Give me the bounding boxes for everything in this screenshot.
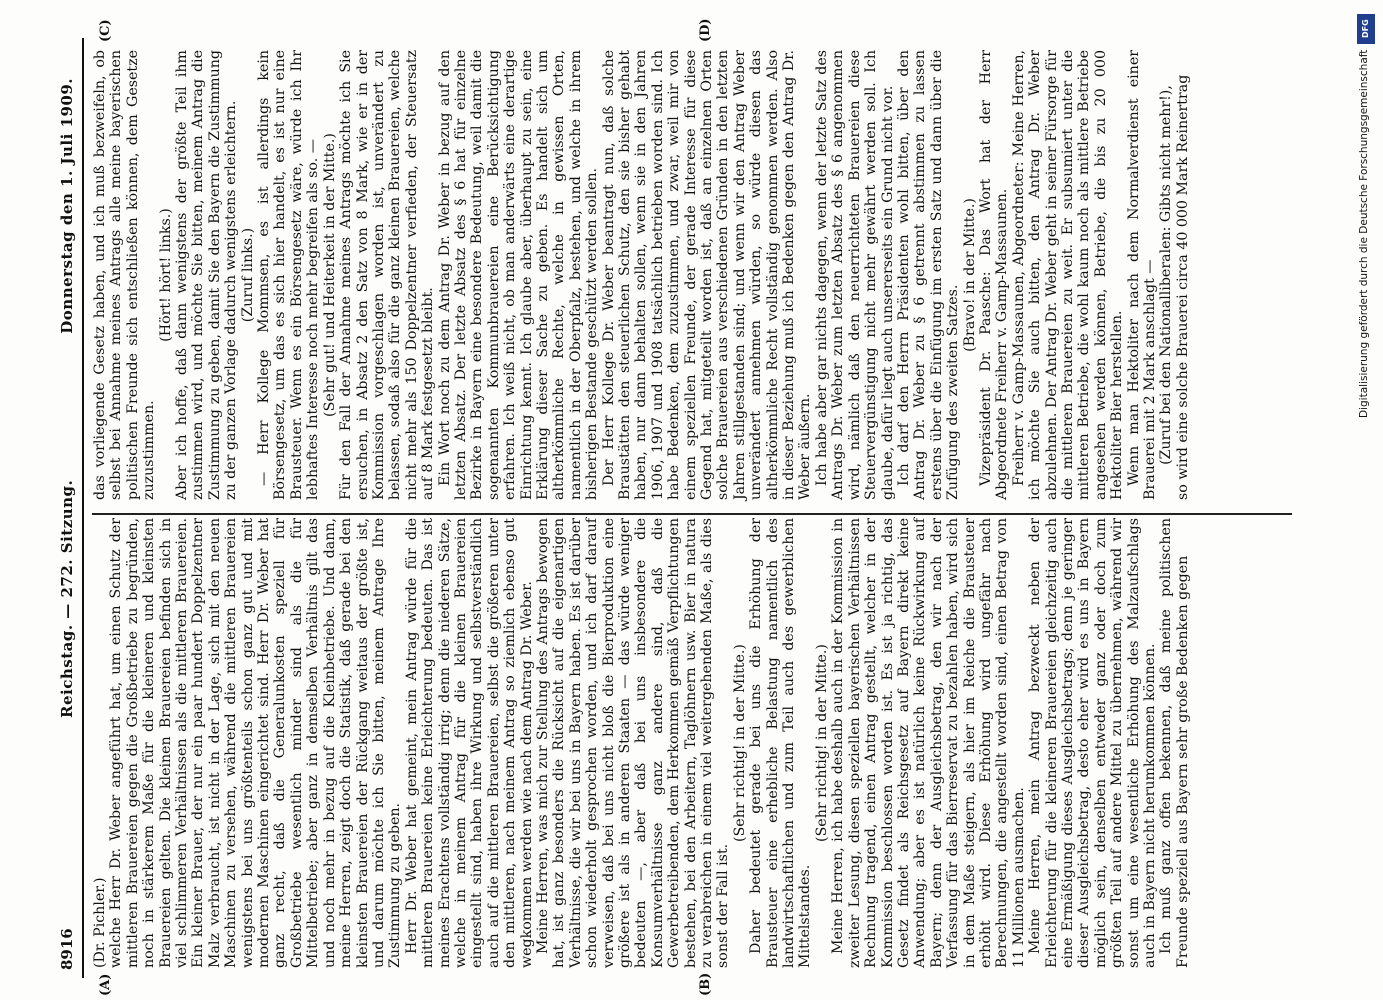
paragraph: so wird eine solche Brauerei circa 40 000 Mark Reinertrag (1174, 74, 1191, 500)
page-number: 8916 (58, 928, 76, 970)
session-title: Reichstag. — 272. Sitzung. (58, 479, 76, 718)
margin-mark-d: (D) (698, 18, 713, 42)
paragraph: Ich habe aber gar nichts dagegen, wenn der letzte Satz des Antrags Dr. Weber zum letzten Absatz des § 6 angenommen wird, nämlich daß den neuerrichteten Brauereien diese Steuervergünstigung nicht mehr gewährt werden soll. Ich glaube, dafür liegt auch unsererseits ein Grund nicht vor. (813, 50, 896, 500)
paragraph: Daher bedeutet gerade bei uns die Erhöhung der Brausteuer eine erhebliche Belastung namentlich des landwirtschaftlichen und zum Teil auch des gewerblichen Mittelstandes. (748, 518, 814, 968)
header-rule (82, 38, 84, 978)
paragraph: (Hört! hört! links.) (157, 208, 174, 342)
paragraph: (Sehr gut! und Heiterkeit in der Mitte.) (321, 133, 338, 417)
paragraph: (Zuruf bei den Nationalliberalen: Gibts nicht mehr!), (1158, 85, 1175, 465)
paragraph: Aber ich hoffe, daß dann wenigstens der größte Teil ihm zustimmen wird, und möchte Sie bitten, meinem Antrag die Zustimmung zu geben, damit Sie den Bayern die Zustimmung zu der ganzen Vorlage dadurch wenigstens erleichtern. (174, 50, 240, 500)
paragraph: (Sehr richtig! in der Mitte.) (813, 644, 830, 842)
dfg-logo: DFG (1357, 14, 1375, 44)
page-content (58, 18, 1308, 996)
margin-mark-b: (B) (698, 972, 713, 996)
paragraph: Für den Fall der Annahme meines Antrags möchte ich Sie ersuchen, in Absatz 2 den Satz von 8 Mark, wie er in der Kommission vorgeschlagen worden ist, unverändert zu belassen, sodaß also für die ganz kleinen Brauereien, welche nicht mehr als 150 Doppelzentner verfieden, der Steuersatz auf 8 Mark festgesetzt bleibt. (338, 50, 437, 500)
paragraph: Meine Herren, mein Antrag bezweckt neben der Erleichterung für die kleineren Brauereien gleichzeitig auch eine Ermäßigung dieses Ausgleichsbetrags; denn je geringer dieser Ausgleichsbetrag, desto eher wird es uns in Bayern möglich sein, denselben entweder ganz oder doch zum größten Teil auf andere Mittel zu übernehmen, während wir sonst um eine wesentliche Erhöhung des Malzaufschlags auch in Bayern nicht herumkommen können. (1027, 518, 1158, 968)
margin-mark-a: (A) (98, 973, 113, 996)
paragraph: Herr Dr. Weber hat gemeint, mein Antrag würde für die mittleren Brauereien keine Erleichterung bedeuten. Das ist meines Erachtens vollständig irrig; denn die niederen Sätze, welche in meinem Antrag für die kleinen Brauereien eingestellt sind, haben ihre Wirkung und selbstverständlich auch auf die mittleren Brauereien, selbst die größeren unter den mittleren, nach meinem Antrag so ziemlich ebenso gut wegkommen werden wie nach dem Antrag Dr. Weber. (403, 518, 535, 968)
paragraph: welche Herr Dr. Weber angeführt hat, um einen Schutz der mittleren Brauereien gegen die Großbetriebe zu begründen, noch in stärkerem Maße für die kleineren und kleinsten Brauereien gelten. Die kleinen Brauereien befinden sich in viel schlimmeren Verhältnissen als die mittleren Brauereien. Ein kleiner Brauer, der nur ein paar hundert Doppelzentner Malz verbraucht, ist nicht in der Lage, sich mit den neuen Maschinen zu versehen, während die mittleren Brauereien wenigstens bei uns größtenteils schon ganz gut und mit modernen Maschinen eingerichtet sind. Herr Dr. Weber hat ganz recht, daß die Generalunkosten speziell für Großbetriebe wesentlich minder sind als die für Mittelbetriebe; aber ganz in demselben Verhältnis gilt das und noch mehr in bezug auf die Kleinbetriebe. Und dann, meine Herren, zeigt doch die Statistik, daß gerade bei den kleinsten Brauereien der Rückgang weitaus der größte ist, und darum möchte ich Sie bitten, meinem Antrage Ihre Zustimmung zu geben. (108, 518, 404, 968)
dfg-sidebar (1356, 10, 1378, 990)
paragraph: Freiherr v. Gamp-Massaunen, Abgeordneter: Meine Herren, ich möchte Sie auch bitten, den Antrag Dr. Weber abzulehnen. Der Antrag Dr. Weber geht in seiner Fürsorge für die mittleren Brauereien zu weit. Er subsumiert unter die mittleren Betriebe, die wohl kaum noch als mittlere Betriebe angesehen werden können, Betriebe, die bis zu 20 000 Hektoliter Bier herstellen. (1010, 50, 1126, 500)
paragraph: Ich muß ganz offen bekennen, daß meine politischen Freunde speziell aus Bayern sehr große Bedenken gegen (1158, 518, 1191, 968)
session-date: Donnerstag den 1. Juli 1909. (58, 78, 76, 334)
paragraph: Meine Herren, was mich zur Stellung des Antrags bewogen hat, ist ganz besonders die Rücksicht auf die eigenartigen Verhältnisse, die wir bei uns in Bayern haben. Es ist darüber schon wiederholt gesprochen worden, und ich darf darauf verweisen, daß bei uns nicht bloß die Bierproduktion eine größere ist als in anderen Staaten — das würde weniger bedeuten —, aber daß bei uns insbesondere die Konsumverhältnisse ganz andere sind, daß die Gewerbetreibenden, dem Herkommen gemäß Verpflichtungen bestehen, bei den Arbeitern, Taglöhnern usw. Bier in natura zu verabreichen in einem viel weitergehenden Maße, als dies sonst der Fall ist. (534, 518, 732, 968)
paragraph: (Dr. Pichler.) (92, 877, 108, 968)
paragraph: Ein Wort noch zu dem Antrag Dr. Weber in bezug auf den letzten Absatz. Der letzte Absatz des § 6 hat für einzelne Bezirke in Bayern eine besondere Bedeutung, weil damit die sogenannten Kommunbrauereien eine Berücksichtigung erfahren. Ich weiß nicht, ob man anderwärts eine derartige Einrichtung kennt. Ich glaube aber, überhaupt zu sein, eine Erklärung dieser Sache zu geben. Es handelt sich um altherkömmliche Rechte, welche in gewissen Orten, namentlich in der Oberpfalz, bestehen, und welche in ihrem bisherigen Bestande geschützt werden sollen. (436, 50, 601, 500)
dfg-credit: Digitalisierung gefördert durch die Deutsche Forschungsgemeinschaft (1358, 50, 1370, 419)
paragraph: (Zuruf links.) (239, 227, 256, 323)
paragraph: — Herr Kollege Mommsen, es ist allerdings kein Börsengesetz, um das es sich hier handelt, es ist nur eine Brausteuer. Wenn es ein Börsengesetz wäre, würde ich Ihr lebhaftes Interesse noch mehr begreifen als so. — (256, 50, 322, 500)
paragraph: Vizepräsident Dr. Paasche: Das Wort hat der Herr Abgeordnete Freiherr v. Gamp-Massaunen. (977, 50, 1011, 500)
paragraph: Ich darf den Herrn Präsidenten wohl bitten, über den Antrag Dr. Weber zu § 6 getrennt abstimmen zu lassen erstens über die Einfügung im ersten Satz und dann über die Zufügung des zweiten Satzes. (895, 50, 962, 500)
paragraph: das vorliegende Gesetz haben, und ich muß bezweifeln, ob selbst bei Annahme meines Antrags alle meine bayerischen politischen Freunde sich entschließen können, dem Gesetze zuzustimmen. (92, 50, 158, 500)
left-column (92, 518, 1191, 968)
right-column (92, 50, 1191, 500)
running-header (58, 38, 80, 978)
column-divider (92, 513, 1292, 515)
margin-mark-c: (C) (98, 19, 113, 42)
paragraph: Meine Herren, ich habe deshalb auch in der Kommission in zweiter Lesung, diesen speziellen bayerischen Verhältnissen Rechnung tragend, einen Antrag gestellt, welcher in der Kommission beschlossen worden ist. Es ist ja richtig, das Gesetz findet als Reichsgesetz auf Bayern direkt keine Anwendung; aber es ist natürlich keine Rückwirkung auf Bayern; denn der Ausgleichsbetrag, den wir nach der Verfassung für das Bierreservat zu bezahlen haben, wird sich in dem Maße steigern, als hier im Reiche die Brausteuer erhöht wird. Diese Erhöhung wird ungefähr nach Berechnungen, die angestellt worden sind, einen Betrag von 11 Millionen ausmachen. (830, 518, 1027, 968)
paragraph: (Sehr richtig! in der Mitte.) (731, 644, 748, 842)
paragraph: Der Herr Kollege Dr. Weber beantragt nun, daß solche Braustätten den steuerlichen Schutz, den sie bisher gehabt haben, nur dann behalten sollen, wenn sie in den Jahren 1906, 1907 und 1908 tatsächlich betrieben worden sind. Ich habe Bedenken, dem zuzustimmen, und zwar, weil mir von einem speziellen Freunde, der gerade Interesse für diese Gegend hat, mitgeteilt worden ist, daß an einzelnen Orten solche Brauereien aus verschiedenen Gründen in den letzten Jahren stillgestanden sind; und wenn wir den Antrag Weber unverändert annehmen würden, so würde diesen das altherkömmliche Recht vollständig genommen werden. Also in dieser Beziehung muß ich Bedenken gegen den Antrag Dr. Weber äußern. (600, 50, 814, 500)
paragraph: (Bravo! in der Mitte.) (961, 198, 978, 352)
paragraph: Wenn man Hektoliter nach dem Normalverdienst einer Brauerei mit 2 Mark anschlagt — (1125, 50, 1158, 500)
